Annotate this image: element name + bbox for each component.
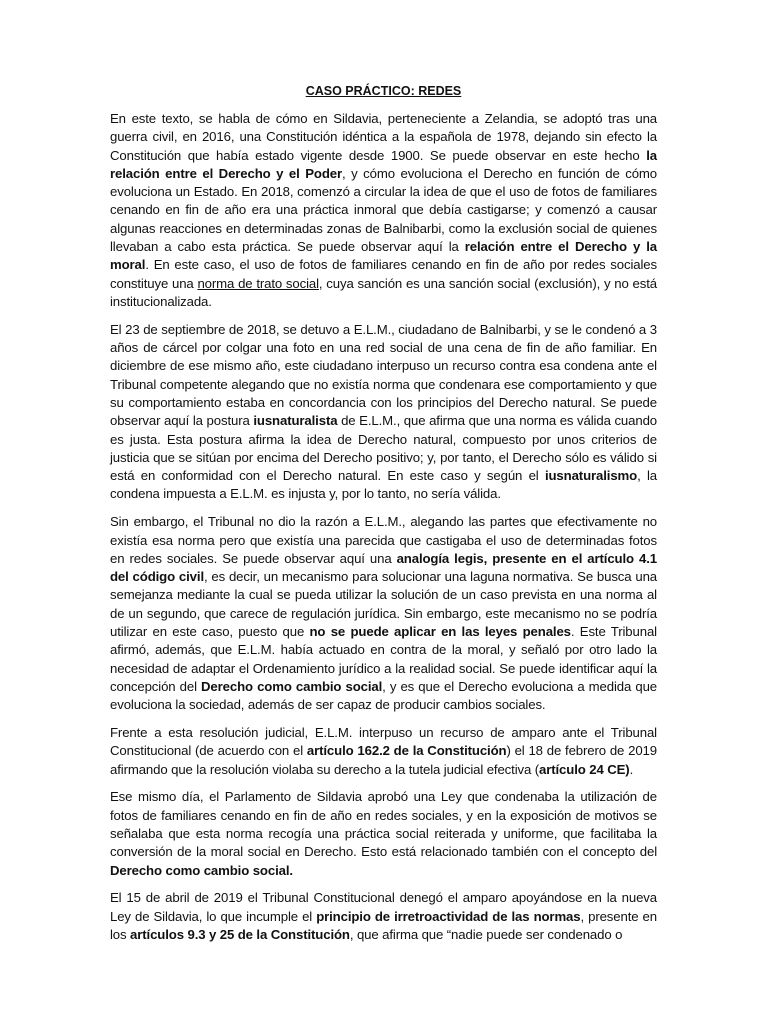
text-run: ) el 18 de febrero de 2019 afirmando que la resolución violaba su derecho a la tutela judicial efectiva ( — [110, 743, 657, 777]
bold-text: iusnaturalismo — [544, 468, 638, 484]
paragraph — [110, 724, 657, 779]
paragraph — [110, 321, 657, 504]
text-run: En este texto, se habla de cómo en Sildavia, perteneciente a Zelandia, se adoptó tras una guerra civil, en 2016, una Constitución idéntica a la española de 1978, dejando sin efecto la Constitución que había estado vigente desde 1900. Se puede observar en este hecho — [110, 111, 657, 163]
paragraph — [110, 889, 657, 944]
text-run: . — [629, 761, 634, 777]
document-title: CASO PRÁCTICO: REDES — [305, 84, 462, 98]
text-run: , y cómo evoluciona el Derecho en función de cómo evoluciona un Estado. En 2018, comenzó a circular la idea de que el uso de fotos de familiares cenando en fin de año era una práctica inmoral que debía castigarse; y comenzó a causar algunas reacciones en determinadas zonas de Balnibarbi, como la exclusión social de quienes llevaban a cabo esta práctica. Se puede observar aquí la — [110, 165, 657, 255]
text-run: Sin embargo, el Tribunal no dio la razón a E.L.M., alegando las partes que efectivamente no existía esa norma pero que existía una parecida que castigaba el uso de determinadas fotos en redes sociales. Se puede observar aquí una — [110, 514, 657, 566]
paragraph — [110, 110, 657, 311]
document-page — [110, 82, 657, 954]
text-run: , es decir, un mecanismo para solucionar una laguna normativa. Se busca una semejanza mediante la cual se pueda utilizar la solución de un caso prevista en una norma al de un segundo, que carece de regulación jurídica. Sin embargo, este mecanismo no se podría utilizar en este caso, puesto que — [110, 569, 657, 640]
text-run: , la condena impuesta a E.L.M. es injusta y, por lo tanto, no sería válida. — [110, 468, 657, 502]
text-run: Frente a esta resolución judicial, E.L.M. interpuso un recurso de amparo ante el Tribunal Constitucional (de acuerdo con el — [110, 725, 657, 759]
text-run: , y es que el Derecho evoluciona a medida que evoluciona la sociedad, además de ser capaz de producir cambios sociales. — [110, 678, 657, 713]
text-run: Ese mismo día, el Parlamento de Sildavia aprobó una Ley que condenaba la utilización de fotos de familiares cenando en fin de año en redes sociales, y en la exposición de motivos se señalaba que esta norma recogía una práctica social reiterada y uniforme, que facilitaba la conversión de la moral social en Derecho. Esto está relacionado también con el concepto del — [110, 789, 657, 860]
bold-text: analogía legis, presente en el artículo 4.1 del código civil — [110, 550, 657, 585]
bold-text: la relación entre el Derecho y el Poder — [110, 147, 657, 181]
paragraph — [110, 513, 657, 714]
bold-text: artículo 162.2 de la Constitución — [306, 743, 507, 759]
bold-text: artículos 9.3 y 25 de la Constitución — [130, 926, 350, 942]
text-run: de E.L.M., que afirma que una norma es válida cuando es justa. Esta postura afirma la idea de Derecho natural, compuesto por unos criterios de justicia que se sitúan por encima del Derecho positivo; y, por tanto, el Derecho sólo es válido si está en conformidad con el Derecho natural. En este caso y según el — [110, 413, 657, 484]
bold-text: artículo 24 CE) — [539, 761, 630, 777]
document-body — [110, 110, 657, 944]
underlined-text: norma de trato social, — [197, 275, 323, 291]
text-run: . En este caso, el uso de fotos de familiares cenando en fin de año por redes sociales constituye una — [110, 257, 657, 291]
bold-text: principio de irretroactividad de las normas — [316, 908, 581, 924]
bold-text: relación entre el Derecho y la moral — [110, 239, 657, 273]
bold-text: no se puede aplicar en las leyes penales — [309, 624, 571, 640]
text-run: , presente en los — [110, 908, 657, 942]
text-run: , que afirma que “nadie puede ser condenado o — [349, 926, 623, 942]
bold-text: iusnaturalista — [253, 413, 338, 429]
text-run: cuya sanción es una sanción social (exclusión), y no está institucionalizada. — [110, 275, 657, 309]
bold-text: Derecho como cambio social — [201, 678, 383, 694]
paragraph — [110, 788, 657, 879]
text-run: . Este Tribunal afirmó, además, que E.L.M. había actuado en contra de la moral, y señaló por otro lado la necesidad de adaptar el Ordenamiento jurídico a la realidad social. Se puede identificar aquí la concepción del — [110, 624, 657, 694]
text-run: El 15 de abril de 2019 el Tribunal Constitucional denegó el amparo apoyándose en la nueva Ley de Sildavia, lo que incumple el — [110, 890, 657, 924]
text-run: El 23 de septiembre de 2018, se detuvo a E.L.M., ciudadano de Balnibarbi, y se le condenó a 3 años de cárcel por colgar una foto en una red social de una cena de fin de año familiar. En diciembre de ese mismo año, este ciudadano interpuso un recurso contra esa condena ante el Tribunal competente alegando que no existía norma que condenara ese comportamiento y que su comportamiento estaba en concordancia con los principios del Derecho natural. Se puede observar aquí la postura — [110, 321, 657, 429]
bold-text: Derecho como cambio social. — [110, 862, 293, 878]
